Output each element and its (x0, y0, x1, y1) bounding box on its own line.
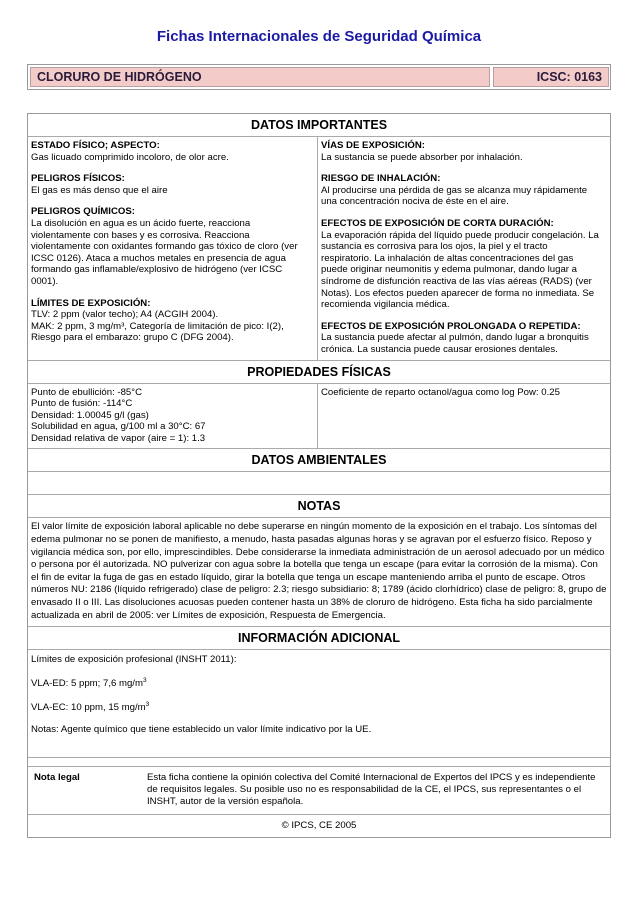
riesgo-inhalacion-block (321, 173, 607, 208)
peligros-quimicos-text: La disolución en agua es un ácido fuerte, reacciona violentamente con bases y es corrosiva. Reacciona violentamente con oxidantes formando gas tóxico de cloro (ver ICSC 0126). Ataca a muchos metales en presencia de agua formando gas inflamable/explosivo de hidrógeno (ver ICSC 0001). (31, 217, 298, 287)
efectos-corta-text: La evaporación rápida del líquido puede producir congelación. La sustancia es corrosiva para los ojos, la piel y el tracto respiratorio. La inhalación de altas concentraciones del gas puede originar neumonitis y edema pulmonar, dando lugar a síndrome de disfunción reactiva de las vías aéreas (RADS) (ver Notas). Los efectos pueden aparecer de forma no inmediata. Se recomienda vigilancia médica. (321, 229, 599, 311)
notas-text: El valor límite de exposición laboral aplicable no debe superarse en ningún momento de la exposición en el trabajo. Los síntomas del edema pulmonar no se ponen de manifiesto, a menudo, hasta pasadas algunas horas y se agravan por el esfuerzo físico. Reposo y vigilancia médica son, por ello, imprescindibles. Debe considerarse la inmediata administración de un aerosol adecuado por un médico o persona por él autorizada. NO pulverizar con agua sobre la botella que tenga un escape (para evitar la corrosión de la misma). Con el fin de evitar la fuga de gas en estado líquido, girar la botella que tenga un escape manteniendo arriba el punto de escape. Otros números NU: 2186 (líquido refrigerado) clase de peligro: 2.3; riesgo subsidiario: 8; 1789 (ácido clorhídrico) clase de peligro: 8, grupo de envasado II o III. Las disoluciones acuosas pueden contener hasta un 38% de cloruro de hidrógeno. Esta ficha ha sido parcialmente actualizada en abril de 2005: ver Límites de exposición, Respuesta de Emergencia. (28, 518, 610, 627)
vias-exposicion-label: VÍAS DE EXPOSICIÓN: (321, 140, 425, 151)
copyright: © IPCS, CE 2005 (281, 820, 357, 832)
peligros-quimicos-block (31, 206, 314, 287)
propiedades-fisicas-left (28, 384, 318, 449)
notas-agente-line: Notas: Agente químico que tiene establecido un valor límite indicativo por la UE. (31, 723, 372, 735)
propiedades-fisicas-list: Punto de ebullición: -85°C Punto de fusión: -114°C Densidad: 1.00045 g/l (gas) Solubilidad en agua, g/100 ml a 30°C: 67 Densidad relativa de vapor (aire = 1): 1.3 (31, 386, 206, 444)
limites-insht-line: Límites de exposición profesional (INSHT 2011): (31, 654, 237, 666)
limites-exposicion-block (31, 298, 314, 344)
datos-importantes-right (318, 137, 610, 360)
propiedades-fisicas-right (318, 384, 610, 449)
peligros-fisicos-block (31, 173, 314, 196)
efectos-prolongada-text: La sustancia puede afectar al pulmón, dando lugar a bronquitis crónica. La sustancia puede causar erosiones dentales. (321, 332, 589, 355)
coeficiente-reparto: Coeficiente de reparto octanol/agua como log Pow: 0.25 (321, 386, 560, 398)
vla-ed-line (31, 675, 607, 690)
section-heading-informacion-adicional: INFORMACIÓN ADICIONAL (28, 627, 610, 650)
estado-fisico-label: ESTADO FÍSICO; ASPECTO: (31, 140, 160, 151)
vla-ed-text: VLA-ED: 5 ppm; 7,6 mg/m (31, 678, 143, 690)
icsc-code: ICSC: 0163 (493, 67, 609, 87)
datos-ambientales-empty-row (28, 472, 610, 495)
substance-name: CLORURO DE HIDRÓGENO (30, 67, 490, 87)
vias-exposicion-block (321, 140, 607, 163)
page-title: Fichas Internacionales de Seguridad Química (156, 28, 482, 45)
informacion-adicional-body (28, 650, 610, 758)
propiedades-fisicas-row (28, 384, 610, 450)
peligros-fisicos-label: PELIGROS FÍSICOS: (31, 173, 125, 185)
nota-legal-text: Esta ficha contiene la opinión colectiva del Comité Internacional de Expertos del IPCS y es independiente de requisitos legales. Su posible uso no es responsabilidad de la CE, el IPCS, sus representantes o el INSHT, autor de la versión española. (147, 772, 596, 808)
spacer-row (28, 758, 610, 767)
limites-exposicion-text: TLV: 2 ppm (valor techo); A4 (ACGIH 2004). MAK: 2 ppm, 3 mg/m³, Categoría de limitación de pico: I(2), Riesgo para el embarazo: grupo C (DFG 2004). (31, 309, 284, 344)
efectos-corta-block (321, 218, 607, 311)
estado-fisico-block (31, 140, 314, 163)
datos-importantes-left (28, 137, 318, 360)
vla-ed-superscript: 3 (142, 677, 147, 685)
vla-ec-superscript: 3 (145, 701, 150, 709)
vias-exposicion-text: La sustancia se puede absorber por inhalación. (321, 151, 523, 163)
efectos-corta-label: EFECTOS DE EXPOSICIÓN DE CORTA DURACIÓN: (321, 217, 554, 229)
substance-title-bar (27, 64, 611, 90)
section-heading-propiedades-fisicas: PROPIEDADES FÍSICAS (28, 361, 610, 384)
peligros-quimicos-label: PELIGROS QUÍMICOS: (31, 206, 135, 218)
riesgo-inhalacion-text: Al producirse una pérdida de gas se alcanza muy rápidamente una concentración nociva de éste en el aire. (321, 184, 588, 208)
nota-legal-label: Nota legal (34, 772, 80, 784)
section-heading-datos-ambientales: DATOS AMBIENTALES (28, 449, 610, 472)
datos-importantes-row (28, 137, 610, 361)
vla-ec-line (31, 699, 607, 714)
estado-fisico-text: Gas licuado comprimido incoloro, de olor acre. (31, 151, 229, 163)
section-heading-notas: NOTAS (28, 495, 610, 518)
riesgo-inhalacion-label: RIESGO DE INHALACIÓN: (321, 173, 441, 185)
data-sheet-table (27, 113, 611, 838)
efectos-prolongada-block (321, 321, 607, 356)
efectos-prolongada-label: EFECTOS DE EXPOSICIÓN PROLONGADA O REPETIDA: (321, 320, 581, 332)
nota-legal-row (28, 767, 610, 815)
section-heading-datos-importantes: DATOS IMPORTANTES (28, 114, 610, 137)
vla-ec-text: VLA-EC: 10 ppm, 15 mg/m (31, 702, 146, 714)
limites-exposicion-label: LÍMITES DE EXPOSICIÓN: (31, 297, 151, 309)
peligros-fisicos-text: El gas es más denso que el aire (31, 184, 168, 196)
